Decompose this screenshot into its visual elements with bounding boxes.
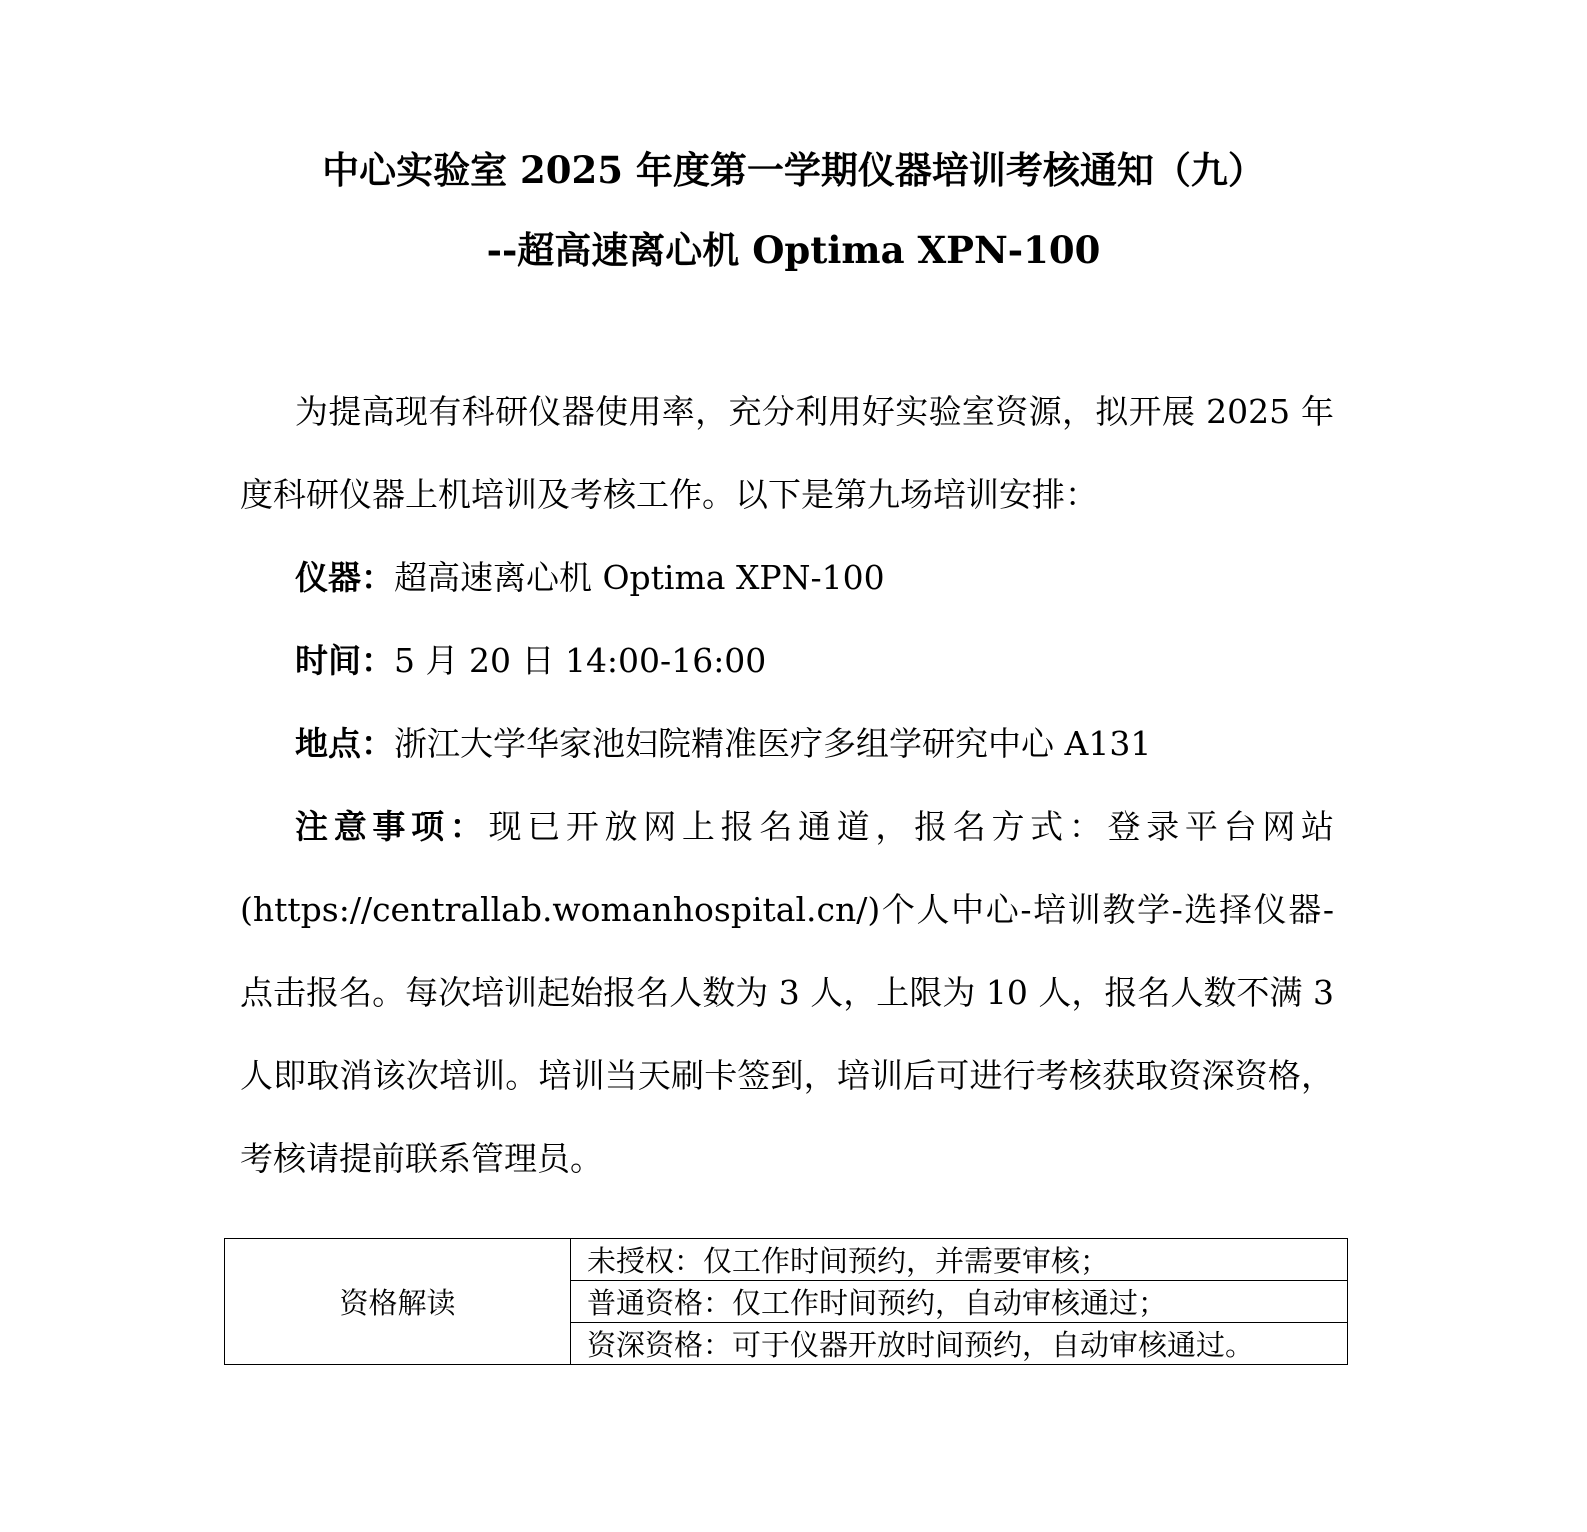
instrument-line bbox=[240, 536, 1334, 619]
notice-body bbox=[240, 370, 1334, 1200]
location-value: 浙江大学华家池妇院精准医疗多组学研究中心 A131 bbox=[394, 724, 1152, 763]
qualification-table bbox=[224, 1238, 1348, 1365]
qualification-senior: 资深资格：可于仪器开放时间预约，自动审核通过。 bbox=[571, 1323, 1348, 1365]
qualification-unauthorized: 未授权：仅工作时间预约，并需要审核； bbox=[571, 1239, 1348, 1281]
time-value: 5 月 20 日 14:00-16:00 bbox=[394, 641, 767, 680]
instrument-value: 超高速离心机 Optima XPN-100 bbox=[394, 558, 885, 597]
table-row bbox=[225, 1239, 1348, 1281]
location-label: 地点： bbox=[295, 724, 394, 763]
qualification-regular: 普通资格：仅工作时间预约，自动审核通过； bbox=[571, 1281, 1348, 1323]
notes-label: 注意事项： bbox=[295, 807, 489, 846]
notes-value: 现已开放网上报名通道，报名方式：登录平台网站(https://centrallab.womanhospital.cn/)个人中心-培训教学-选择仪器-点击报名。每次培训起始报名人数为 3 人，上限为 10 人，报名人数不满 3 人即取消该次培训。培训当天刷卡签到，培训后可进行考核获取资深资格，考核请提前联系管理员。 bbox=[240, 807, 1335, 1178]
qualification-header: 资格解读 bbox=[225, 1239, 571, 1365]
instrument-label: 仪器： bbox=[295, 558, 394, 597]
time-label: 时间： bbox=[295, 641, 394, 680]
title-line-1: 中心实验室 2025 年度第一学期仪器培训考核通知（九） bbox=[322, 148, 1265, 192]
title-line-2: --超高速离心机 Optima XPN-100 bbox=[486, 228, 1101, 272]
time-line bbox=[240, 619, 1334, 702]
location-line bbox=[240, 702, 1334, 785]
notes-paragraph bbox=[240, 785, 1334, 1200]
intro-paragraph: 为提高现有科研仪器使用率，充分利用好实验室资源，拟开展 2025 年度科研仪器上机培训及考核工作。以下是第九场培训安排： bbox=[240, 392, 1334, 514]
